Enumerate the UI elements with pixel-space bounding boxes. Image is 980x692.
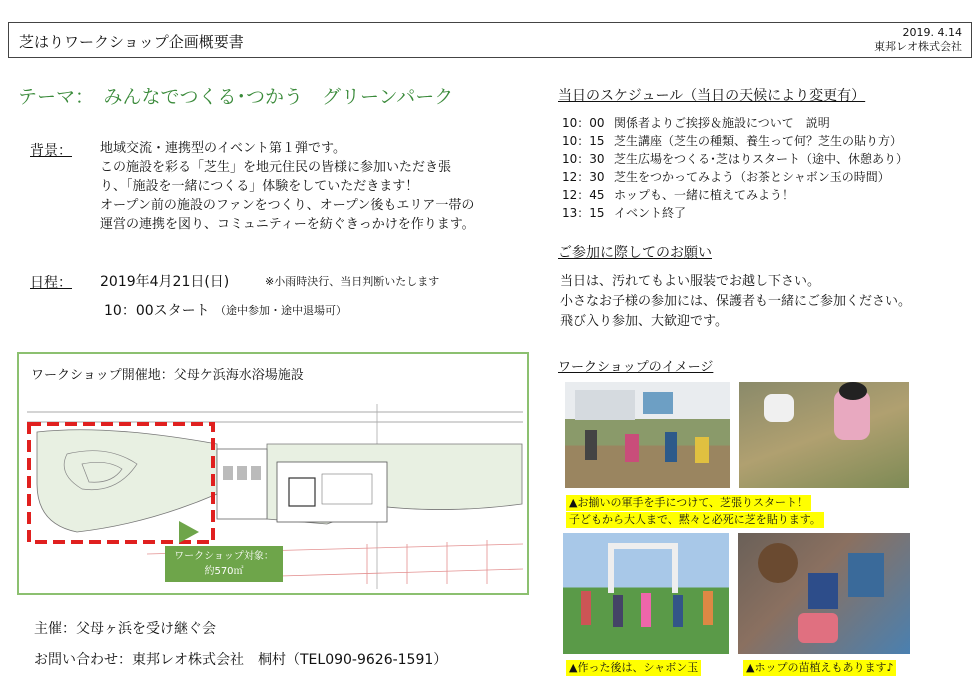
photo-girl-turf bbox=[739, 382, 909, 488]
document-date: 2019. 4.14 bbox=[902, 26, 962, 39]
schedule-text: ホップも、一緒に植えてみよう！ bbox=[614, 188, 795, 202]
header-meta bbox=[874, 26, 962, 54]
target-area-size: 約570㎡ bbox=[204, 566, 244, 577]
target-area-label-line: ワークショップ対象： bbox=[174, 551, 274, 562]
photo-caption-1b: 子どもから大人まで、黙々と必死に芝を貼ります。 bbox=[566, 512, 824, 528]
schedule-item bbox=[562, 114, 908, 132]
schedule-text: 関係者よりご挨拶＆施設について 説明 bbox=[614, 116, 830, 130]
schedule-text: 芝生講座（芝生の種類、養生って何？芝生の貼り方） bbox=[614, 134, 903, 148]
schedule-time: 12：45 bbox=[562, 188, 605, 202]
theme-heading: テーマ： みんなでつくる･つかう グリーンパーク bbox=[18, 86, 454, 108]
background-line: 運営の連携を図り、コミュニティーを紡ぐきっかけを作ります。 bbox=[100, 217, 475, 232]
images-title: ワークショップのイメージ bbox=[558, 360, 714, 375]
request-line: 当日は、汚れてもよい服装でお越し下さい。 bbox=[560, 274, 821, 289]
contact-info: お問い合わせ：東邦レオ株式会社 桐村（TEL090-9626-1591） bbox=[34, 652, 448, 668]
company-name: 東邦レオ株式会社 bbox=[874, 40, 962, 53]
photo-caption-1: ▲お揃いの軍手を手につけて、芝張りスタート！ bbox=[566, 495, 811, 511]
background-text bbox=[100, 139, 475, 234]
request-line: 小さなお子様の参加には、保護者も一緒にご参加ください。 bbox=[560, 294, 912, 309]
start-time: 10：00スタート bbox=[104, 303, 210, 319]
target-area-label bbox=[165, 546, 283, 582]
schedule-item bbox=[562, 204, 908, 222]
schedule-text: イベント終了 bbox=[614, 206, 687, 220]
venue-caption: ワークショップ開催地：父母ケ浜海水浴場施設 bbox=[31, 368, 304, 383]
day-schedule-title: 当日のスケジュール（当日の天候により変更有） bbox=[558, 88, 866, 104]
schedule-time: 10：30 bbox=[562, 152, 605, 166]
document-title: 芝はりワークショップ企画概要書 bbox=[19, 33, 244, 51]
background-line: り、「施設を一緒につくる」体験をしていただきます！ bbox=[100, 179, 419, 194]
schedule-item bbox=[562, 186, 908, 204]
title-box bbox=[8, 22, 972, 58]
schedule-time: 10：15 bbox=[562, 134, 605, 148]
organizer: 主催：父母ヶ浜を受け継ぐ会 bbox=[34, 621, 216, 637]
schedule-item bbox=[562, 168, 908, 186]
photo-bubbles bbox=[563, 533, 729, 654]
requests-title: ご参加に際してのお願い bbox=[558, 245, 712, 261]
requests-text bbox=[560, 272, 911, 332]
photo-hop-planting bbox=[738, 533, 910, 654]
schedule-label: 日程： bbox=[30, 275, 72, 291]
event-date: 2019年4月21日(日) bbox=[100, 274, 230, 290]
photo-turf-laying bbox=[565, 382, 730, 488]
start-note: （途中参加・途中退場可） bbox=[215, 304, 347, 317]
schedule-item bbox=[562, 132, 908, 150]
day-schedule-list bbox=[562, 114, 908, 222]
schedule-text: 芝生をつかってみよう（お茶とシャボン玉の時間） bbox=[614, 170, 890, 184]
schedule-time: 10：00 bbox=[562, 116, 605, 130]
schedule-time: 12：30 bbox=[562, 170, 605, 184]
background-line: この施設を彩る「芝生」を地元住民の皆様に参加いただき張 bbox=[100, 160, 452, 175]
request-line: 飛び入り参加、大歓迎です。 bbox=[560, 314, 728, 329]
schedule-text: 芝生広場をつくる･芝はりスタート（途中、休憩あり） bbox=[614, 152, 909, 166]
venue-map-box bbox=[17, 352, 529, 595]
background-label: 背景： bbox=[30, 143, 72, 159]
schedule-time: 13：15 bbox=[562, 206, 605, 220]
schedule-item bbox=[562, 150, 908, 168]
background-line: オープン前の施設のファンをつくり、オープン後もエリア一帯の bbox=[100, 198, 475, 213]
background-line: 地域交流・連携型のイベント第１弾です。 bbox=[100, 141, 346, 156]
photo-caption-2: ▲作った後は、シャボン玉 bbox=[566, 660, 701, 676]
weather-note: ※小雨時決行、当日判断いたします bbox=[265, 275, 440, 288]
photo-caption-3: ▲ホップの苗植えもあります♪ bbox=[743, 660, 896, 676]
